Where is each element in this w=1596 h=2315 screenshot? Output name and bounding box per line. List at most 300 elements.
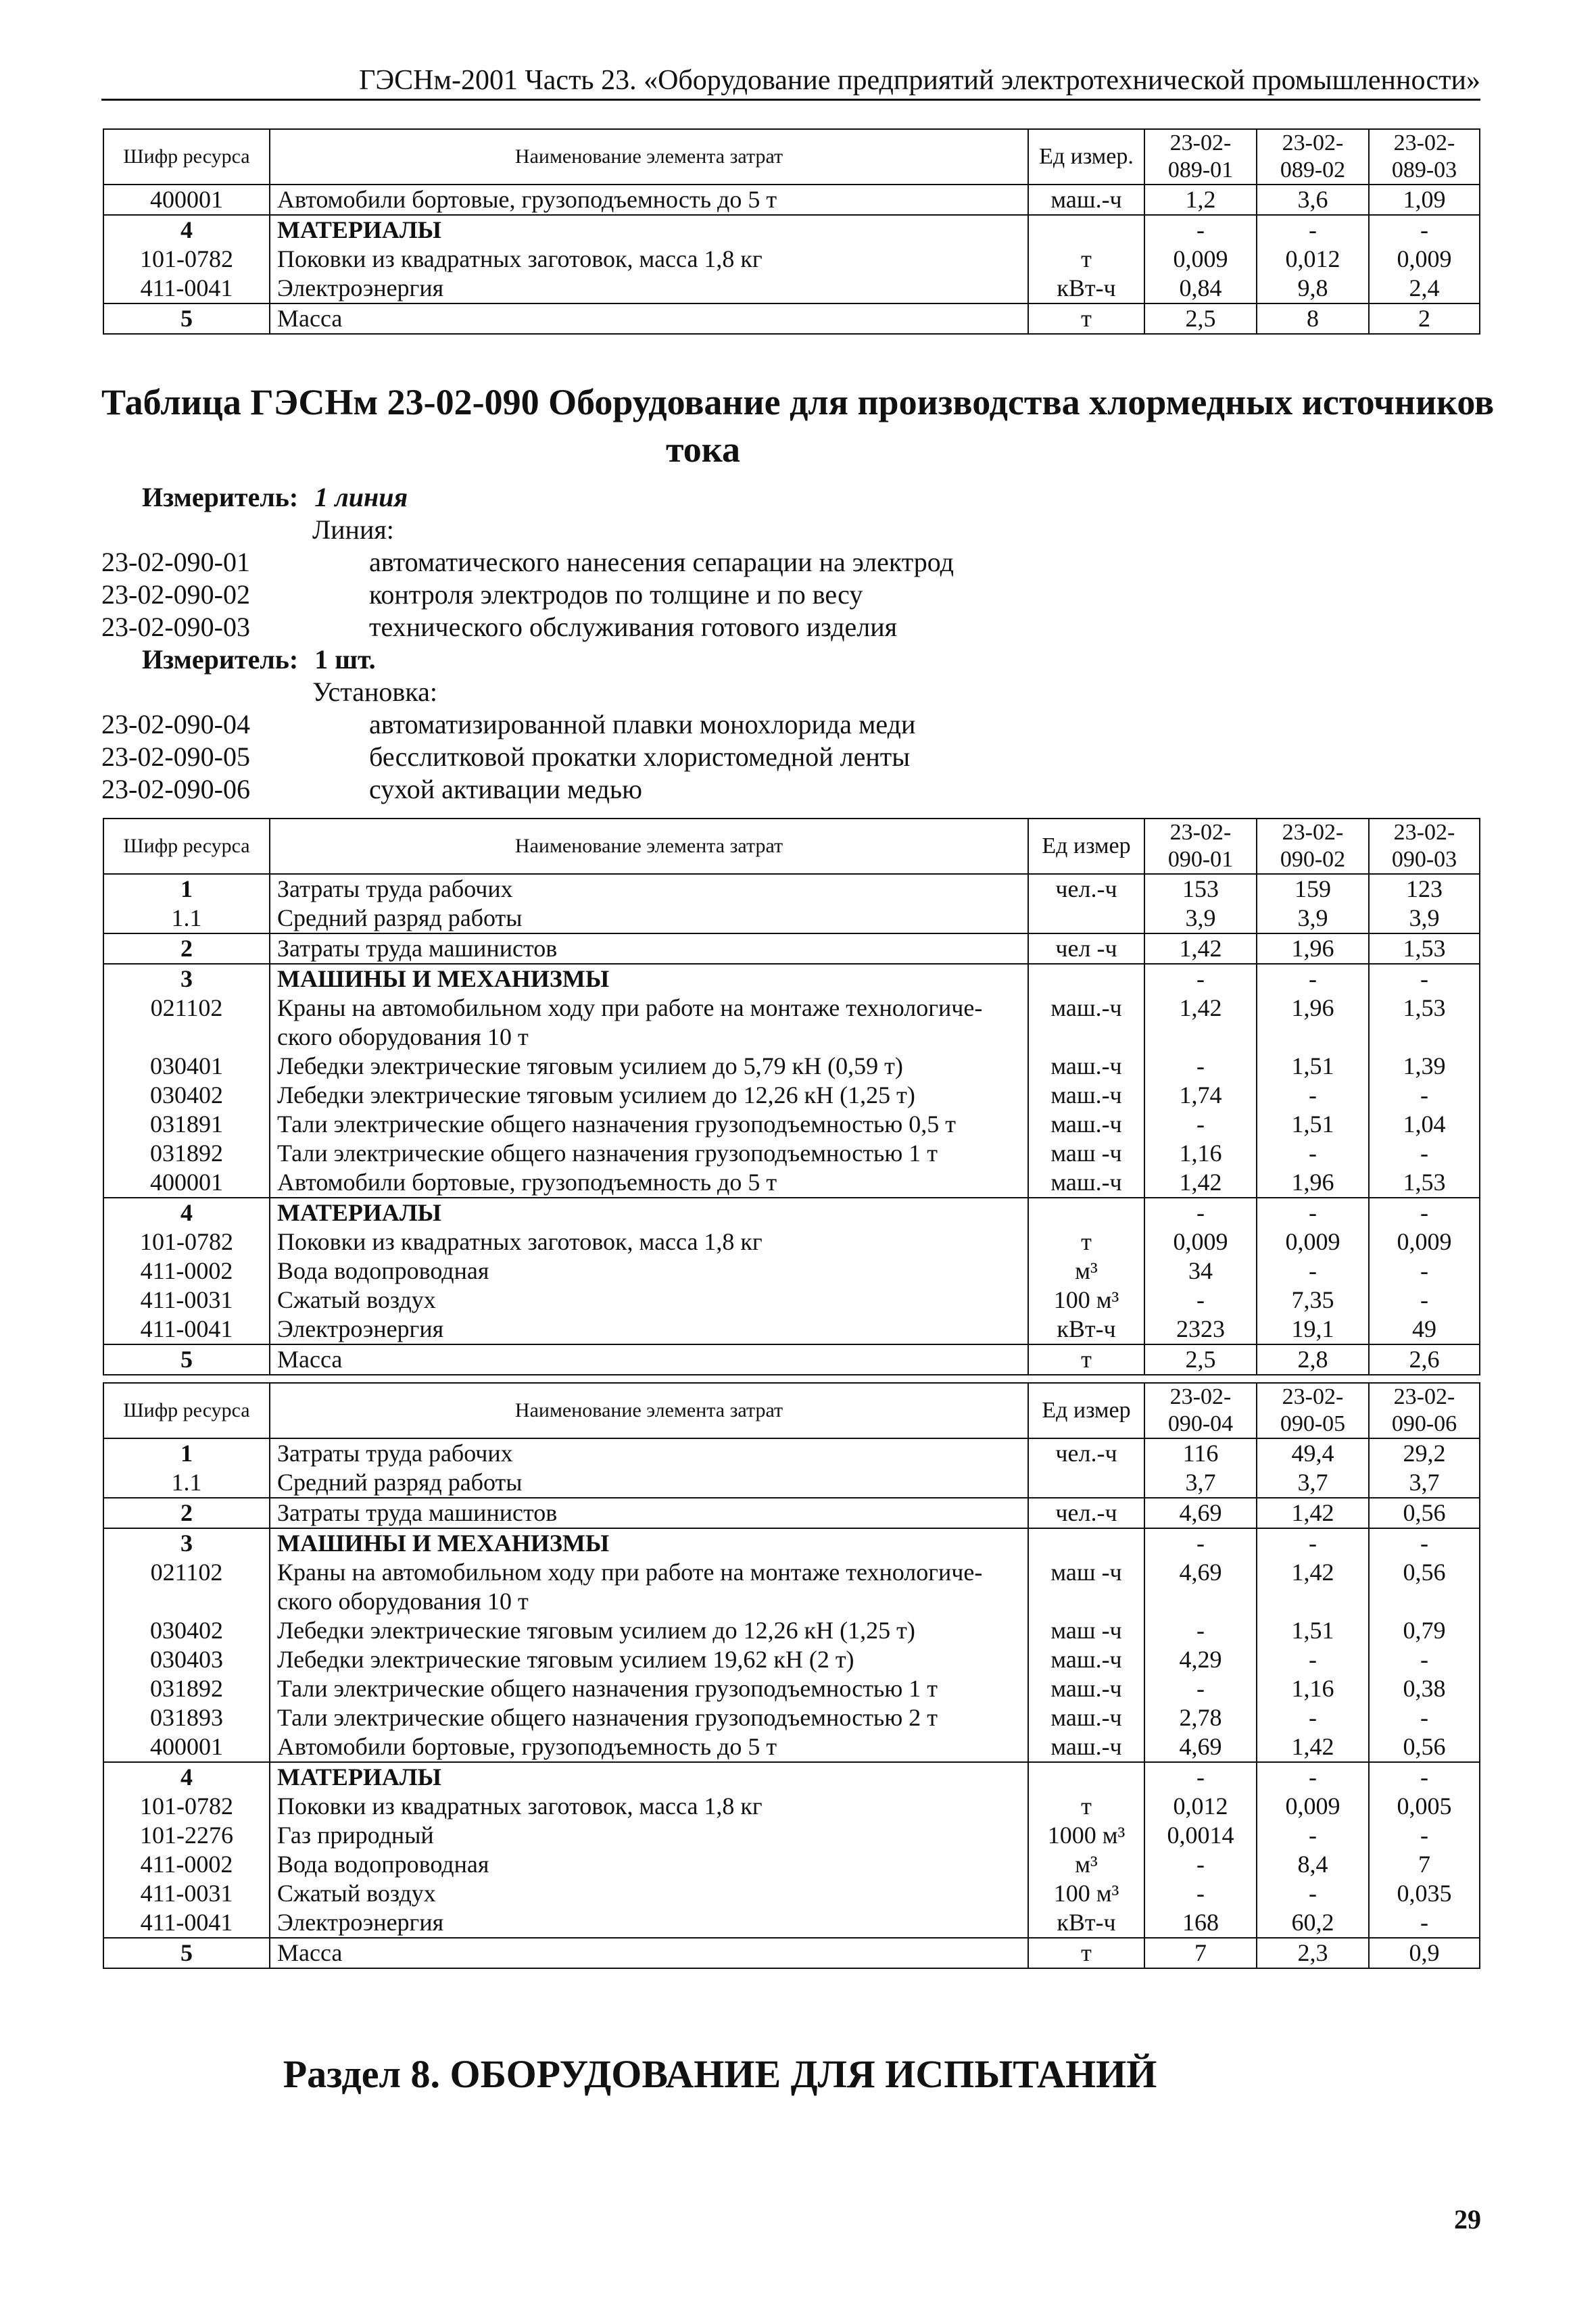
cell-value-1: 116 xyxy=(1144,1438,1257,1468)
cell-code: 411-0002 xyxy=(103,1850,270,1879)
cell-code: 021102 xyxy=(103,1558,270,1616)
code-desc: автоматического нанесения сепарации на электрод xyxy=(369,547,954,577)
cell-code: 4 xyxy=(103,215,270,245)
cell-value-3: 1,04 xyxy=(1369,1110,1480,1139)
cell-value-2: 2,3 xyxy=(1257,1938,1369,1968)
cell-unit: маш -ч xyxy=(1028,1616,1144,1645)
cell-name-text: МАТЕРИАЛЫ xyxy=(277,1763,441,1790)
cell-name-text: Лебедки электрические тяговым усилием до 12,26 кН (1,25 т) xyxy=(277,1617,915,1644)
cell-name-text: Краны на автомобильном ходу при работе на монтаже технологиче- xyxy=(277,994,983,1021)
cell-name-text: МАТЕРИАЛЫ xyxy=(277,216,441,243)
cell-code: 400001 xyxy=(103,1168,270,1198)
cell-unit: кВт-ч xyxy=(1028,1315,1144,1344)
cell-name-text: Средний разряд работы xyxy=(277,904,523,931)
cell-code: 030402 xyxy=(103,1081,270,1110)
cell-name-text: Затраты труда машинистов xyxy=(277,1499,558,1526)
cell-unit: маш.-ч xyxy=(1028,185,1144,215)
table-row xyxy=(103,1645,1480,1674)
cell-value-2: 19,1 xyxy=(1257,1315,1369,1344)
cell-value-2: - xyxy=(1257,964,1369,994)
cell-value-1: - xyxy=(1144,215,1257,245)
table-row xyxy=(103,1227,1480,1257)
table-title-line1: Таблица ГЭСНм 23-02-090 Оборудование для производства хлормедных источников xyxy=(101,382,1495,422)
cell-name-text: Тали электрические общего назначения грузоподъемностью 2 т xyxy=(277,1704,938,1731)
cell-code: 101-2276 xyxy=(103,1821,270,1850)
header-col-code: 23-02- 089-03 xyxy=(1391,130,1457,182)
header-code: Шифр ресурса xyxy=(103,129,270,185)
cell-name-text: Лебедки электрические тяговым усилием до 5,79 кН (0,59 т) xyxy=(277,1052,903,1079)
header-col-3 xyxy=(1369,819,1480,874)
cell-code: 021102 xyxy=(103,994,270,1052)
cell-value-1: 168 xyxy=(1144,1908,1257,1938)
cell-name-text: Лебедки электрические тяговым усилием до 12,26 кН (1,25 т) xyxy=(277,1081,915,1108)
cell-name xyxy=(270,1938,1028,1968)
group-1-title: Линия: xyxy=(312,514,394,545)
cell-value-2: 1,42 xyxy=(1257,1498,1369,1528)
cell-value-3: 123 xyxy=(1369,874,1480,904)
cell-name xyxy=(270,933,1028,964)
cell-name xyxy=(270,1286,1028,1315)
cell-name xyxy=(270,1052,1028,1081)
cell-name-text: Средний разряд работы xyxy=(277,1469,523,1496)
cell-name xyxy=(270,1081,1028,1110)
cell-value-2: - xyxy=(1257,1762,1369,1792)
measurer-2-value: 1 шт. xyxy=(314,644,376,675)
table-row xyxy=(103,1703,1480,1732)
cell-unit xyxy=(1028,904,1144,933)
cell-name-text: Масса xyxy=(277,1346,343,1373)
cell-code: 1.1 xyxy=(103,1468,270,1498)
cell-unit: т xyxy=(1028,1938,1144,1968)
cell-value-3: - xyxy=(1369,1139,1480,1168)
cell-name-text: Затраты труда рабочих xyxy=(277,1440,513,1467)
cell-name xyxy=(270,245,1028,274)
table-title-line2: тока xyxy=(665,429,741,470)
header-col-1 xyxy=(1144,819,1257,874)
cell-value-1: 34 xyxy=(1144,1257,1257,1286)
cell-value-1: - xyxy=(1144,1616,1257,1645)
cell-value-1: 1,42 xyxy=(1144,1168,1257,1198)
cell-name xyxy=(270,1498,1028,1528)
cell-name-text: Автомобили бортовые, грузоподъемность до 5 т xyxy=(277,1733,777,1760)
cell-name-text: Поковки из квадратных заготовок, масса 1,8 кг xyxy=(277,245,763,272)
header-col-code: 23-02- 090-06 xyxy=(1391,1384,1457,1436)
cell-unit: маш.-ч xyxy=(1028,1703,1144,1732)
table-row xyxy=(103,1821,1480,1850)
cell-value-1: 0,009 xyxy=(1144,1227,1257,1257)
cell-value-3: 2,4 xyxy=(1369,274,1480,303)
table-header-row xyxy=(103,129,1480,185)
cell-value-2: 1,96 xyxy=(1257,1168,1369,1198)
cell-name xyxy=(270,1257,1028,1286)
cell-name-text: Масса xyxy=(277,1939,343,1966)
cell-value-3: 0,005 xyxy=(1369,1792,1480,1821)
cell-value-3: 0,009 xyxy=(1369,1227,1480,1257)
cell-value-1: 4,69 xyxy=(1144,1498,1257,1528)
cell-name-text: Электроэнергия xyxy=(277,1315,444,1342)
header-col-code: 23-02- 090-04 xyxy=(1167,1384,1234,1436)
cell-name xyxy=(270,1227,1028,1257)
cell-value-3: 0,56 xyxy=(1369,1558,1480,1616)
cell-value-2: 8 xyxy=(1257,303,1369,334)
cell-code: 411-0031 xyxy=(103,1879,270,1908)
cell-value-3: 2 xyxy=(1369,303,1480,334)
cell-code: 031892 xyxy=(103,1139,270,1168)
cell-name-text: Лебедки электрические тяговым усилием 19,62 кН (2 т) xyxy=(277,1646,854,1673)
group-2-title: Установка: xyxy=(312,677,437,707)
table-row xyxy=(103,964,1480,994)
header-unit: Ед измер. xyxy=(1028,129,1144,185)
cell-name xyxy=(270,874,1028,904)
cell-value-3: - xyxy=(1369,1198,1480,1227)
cell-code: 5 xyxy=(103,1344,270,1375)
cell-unit: маш.-ч xyxy=(1028,1674,1144,1703)
table-row xyxy=(103,1850,1480,1879)
cell-value-3: 2,6 xyxy=(1369,1344,1480,1375)
table-row xyxy=(103,1257,1480,1286)
cell-unit: т xyxy=(1028,245,1144,274)
cell-name xyxy=(270,994,1028,1052)
code-desc: технического обслуживания готового изделия xyxy=(369,612,898,642)
header-name: Наименование элемента затрат xyxy=(270,1383,1028,1438)
cell-value-3: - xyxy=(1369,1081,1480,1110)
cell-code: 5 xyxy=(103,303,270,334)
cell-value-3: 3,9 xyxy=(1369,904,1480,933)
cell-name xyxy=(270,1468,1028,1498)
cell-value-2: 7,35 xyxy=(1257,1286,1369,1315)
header-col-2 xyxy=(1257,129,1369,185)
cell-value-1: 7 xyxy=(1144,1938,1257,1968)
header-col-3 xyxy=(1369,129,1480,185)
cell-unit: маш.-ч xyxy=(1028,1645,1144,1674)
table-row xyxy=(103,1616,1480,1645)
cell-unit: чел.-ч xyxy=(1028,1438,1144,1468)
cell-name xyxy=(270,1674,1028,1703)
table-row xyxy=(103,1732,1480,1762)
cell-name xyxy=(270,1792,1028,1821)
cell-unit xyxy=(1028,1762,1144,1792)
header-col-code: 23-02- 090-03 xyxy=(1391,820,1457,872)
header-code: Шифр ресурса xyxy=(103,1383,270,1438)
cell-value-2: 60,2 xyxy=(1257,1908,1369,1938)
cell-value-2: 1,51 xyxy=(1257,1052,1369,1081)
cell-value-3: - xyxy=(1369,1762,1480,1792)
cell-value-1: 3,9 xyxy=(1144,904,1257,933)
table-row xyxy=(103,1908,1480,1938)
cell-value-2: 0,012 xyxy=(1257,245,1369,274)
code-desc: контроля электродов по толщине и по весу xyxy=(369,579,863,610)
cell-value-2: 1,51 xyxy=(1257,1110,1369,1139)
header-col-2 xyxy=(1257,819,1369,874)
measurer-1-value: 1 линия xyxy=(314,482,408,512)
cell-value-1: 4,29 xyxy=(1144,1645,1257,1674)
cell-value-2: - xyxy=(1257,215,1369,245)
cell-value-3: 7 xyxy=(1369,1850,1480,1879)
cell-value-3: - xyxy=(1369,215,1480,245)
cell-value-1: 1,2 xyxy=(1144,185,1257,215)
cell-code: 101-0782 xyxy=(103,245,270,274)
cell-value-3: 1,53 xyxy=(1369,1168,1480,1198)
cell-code: 4 xyxy=(103,1762,270,1792)
header-unit: Ед измер xyxy=(1028,1383,1144,1438)
cell-unit: маш.-ч xyxy=(1028,1168,1144,1198)
table-row xyxy=(103,1438,1480,1468)
table-row xyxy=(103,1879,1480,1908)
cell-name-text: Тали электрические общего назначения грузоподъемностью 1 т xyxy=(277,1140,938,1167)
cell-value-2: - xyxy=(1257,1645,1369,1674)
cell-unit: 100 м³ xyxy=(1028,1879,1144,1908)
cell-name-text: Затраты труда машинистов xyxy=(277,935,558,962)
cell-value-1: - xyxy=(1144,1879,1257,1908)
cell-value-3: 0,9 xyxy=(1369,1938,1480,1968)
cell-code: 4 xyxy=(103,1198,270,1227)
cell-value-2: 1,42 xyxy=(1257,1558,1369,1616)
cell-value-2: 1,51 xyxy=(1257,1616,1369,1645)
cell-code: 3 xyxy=(103,1528,270,1558)
cell-value-1: - xyxy=(1144,1198,1257,1227)
cell-unit xyxy=(1028,964,1144,994)
cell-value-1: 0,012 xyxy=(1144,1792,1257,1821)
cell-unit: маш.-ч xyxy=(1028,1110,1144,1139)
measurer-1-label: Измеритель: xyxy=(142,482,299,512)
cell-value-1: 2,5 xyxy=(1144,1344,1257,1375)
cell-value-1: 2,78 xyxy=(1144,1703,1257,1732)
table-089-body xyxy=(103,129,1480,334)
cell-unit: маш.-ч xyxy=(1028,1081,1144,1110)
cell-name xyxy=(270,1198,1028,1227)
cell-value-1: 1,16 xyxy=(1144,1139,1257,1168)
cell-code: 030402 xyxy=(103,1616,270,1645)
cell-name-text: Тали электрические общего назначения грузоподъемностью 0,5 т xyxy=(277,1111,956,1138)
table-row xyxy=(103,1938,1480,1968)
cell-value-3: - xyxy=(1369,1908,1480,1938)
cell-name-text: МАШИНЫ И МЕХАНИЗМЫ xyxy=(277,1530,610,1557)
cell-unit: чел.-ч xyxy=(1028,1498,1144,1528)
table-row xyxy=(103,1762,1480,1792)
table-089 xyxy=(103,128,1480,335)
cell-name xyxy=(270,1645,1028,1674)
cell-name-text: МАШИНЫ И МЕХАНИЗМЫ xyxy=(277,965,610,992)
cell-value-3: 0,56 xyxy=(1369,1498,1480,1528)
cell-value-3: 49 xyxy=(1369,1315,1480,1344)
header-name: Наименование элемента затрат xyxy=(270,819,1028,874)
header-col-2 xyxy=(1257,1383,1369,1438)
cell-unit: кВт-ч xyxy=(1028,274,1144,303)
cell-unit: маш.-ч xyxy=(1028,1052,1144,1081)
cell-unit: 100 м³ xyxy=(1028,1286,1144,1315)
cell-name xyxy=(270,1762,1028,1792)
cell-value-2: 0,009 xyxy=(1257,1792,1369,1821)
table-row xyxy=(103,1558,1480,1616)
cell-code: 411-0041 xyxy=(103,274,270,303)
cell-value-2: 1,42 xyxy=(1257,1732,1369,1762)
table-row xyxy=(103,1286,1480,1315)
cell-unit: т xyxy=(1028,303,1144,334)
cell-value-2: 1,96 xyxy=(1257,994,1369,1052)
header-unit: Ед измер xyxy=(1028,819,1144,874)
cell-value-1: 2,5 xyxy=(1144,303,1257,334)
header-col-code: 23-02- 090-02 xyxy=(1280,820,1346,872)
table-row xyxy=(103,1498,1480,1528)
header-col-code: 23-02- 089-02 xyxy=(1280,130,1346,182)
cell-value-1: 2323 xyxy=(1144,1315,1257,1344)
header-col-3 xyxy=(1369,1383,1480,1438)
code-desc: сухой активации медью xyxy=(369,774,643,804)
table-090-a-body xyxy=(103,819,1480,1375)
cell-name-text-2: ского оборудования 10 т xyxy=(277,1023,529,1050)
cell-name xyxy=(270,1139,1028,1168)
cell-value-3: 3,7 xyxy=(1369,1468,1480,1498)
cell-unit: маш -ч xyxy=(1028,1139,1144,1168)
cell-name-text: Автомобили бортовые, грузоподъемность до 5 т xyxy=(277,1169,777,1196)
table-header-row xyxy=(103,1383,1480,1438)
code-id: 23-02-090-02 xyxy=(101,579,250,610)
table-row xyxy=(103,245,1480,274)
cell-value-1: 0,0014 xyxy=(1144,1821,1257,1850)
cell-value-3: 0,79 xyxy=(1369,1616,1480,1645)
cell-name xyxy=(270,303,1028,334)
cell-code: 1 xyxy=(103,874,270,904)
measurer-2 xyxy=(142,643,376,676)
cell-value-3: - xyxy=(1369,1257,1480,1286)
table-row xyxy=(103,1344,1480,1375)
header-col-code: 23-02- 090-05 xyxy=(1280,1384,1346,1436)
table-row xyxy=(103,1081,1480,1110)
cell-name xyxy=(270,1168,1028,1198)
cell-value-2: 9,8 xyxy=(1257,274,1369,303)
table-row xyxy=(103,933,1480,964)
cell-name-text: Поковки из квадратных заготовок, масса 1,8 кг xyxy=(277,1793,763,1820)
cell-value-2: 0,009 xyxy=(1257,1227,1369,1257)
table-row xyxy=(103,874,1480,904)
cell-unit: маш.-ч xyxy=(1028,994,1144,1052)
cell-unit: маш.-ч xyxy=(1028,1732,1144,1762)
table-row xyxy=(103,1792,1480,1821)
cell-unit: 1000 м³ xyxy=(1028,1821,1144,1850)
table-row xyxy=(103,1168,1480,1198)
cell-name xyxy=(270,904,1028,933)
cell-name xyxy=(270,1821,1028,1850)
cell-value-2: - xyxy=(1257,1821,1369,1850)
cell-value-1: - xyxy=(1144,1528,1257,1558)
cell-value-2: - xyxy=(1257,1879,1369,1908)
cell-name-text: Электроэнергия xyxy=(277,274,444,301)
cell-value-1: 0,84 xyxy=(1144,274,1257,303)
cell-unit xyxy=(1028,1468,1144,1498)
table-row xyxy=(103,185,1480,215)
cell-value-2: - xyxy=(1257,1139,1369,1168)
cell-value-3: - xyxy=(1369,1645,1480,1674)
table-row xyxy=(103,904,1480,933)
page-number: 29 xyxy=(1454,2204,1481,2235)
cell-unit xyxy=(1028,1528,1144,1558)
code-id: 23-02-090-06 xyxy=(101,774,250,804)
cell-value-1: - xyxy=(1144,1850,1257,1879)
cell-unit: маш -ч xyxy=(1028,1558,1144,1616)
cell-unit: м³ xyxy=(1028,1257,1144,1286)
cell-value-2: 8,4 xyxy=(1257,1850,1369,1879)
code-desc: автоматизированной плавки монохлорида меди xyxy=(369,709,916,739)
cell-code: 1.1 xyxy=(103,904,270,933)
cell-value-3: 0,035 xyxy=(1369,1879,1480,1908)
cell-code: 031891 xyxy=(103,1110,270,1139)
cell-name xyxy=(270,215,1028,245)
cell-name-text: Сжатый воздух xyxy=(277,1880,436,1907)
cell-name xyxy=(270,1850,1028,1879)
cell-value-1: - xyxy=(1144,1110,1257,1139)
cell-code: 1 xyxy=(103,1438,270,1468)
cell-code: 031892 xyxy=(103,1674,270,1703)
cell-value-2: - xyxy=(1257,1081,1369,1110)
cell-value-3: 1,53 xyxy=(1369,994,1480,1052)
cell-code: 411-0041 xyxy=(103,1908,270,1938)
cell-code: 400001 xyxy=(103,1732,270,1762)
running-header: ГЭСНм-2001 Часть 23. «Оборудование предприятий электротехнической промышленности» xyxy=(359,65,1480,96)
cell-value-3: - xyxy=(1369,1286,1480,1315)
header-col-1 xyxy=(1144,129,1257,185)
cell-unit: т xyxy=(1028,1227,1144,1257)
cell-name-text: Газ природный xyxy=(277,1822,434,1849)
cell-unit: чел.-ч xyxy=(1028,874,1144,904)
header-col-1 xyxy=(1144,1383,1257,1438)
cell-code: 101-0782 xyxy=(103,1227,270,1257)
cell-value-2: - xyxy=(1257,1198,1369,1227)
cell-code: 101-0782 xyxy=(103,1792,270,1821)
cell-name xyxy=(270,1315,1028,1344)
cell-value-3: 0,38 xyxy=(1369,1674,1480,1703)
cell-value-1: - xyxy=(1144,1762,1257,1792)
table-090-b xyxy=(103,1382,1480,1969)
table-row xyxy=(103,215,1480,245)
cell-value-1: 1,74 xyxy=(1144,1081,1257,1110)
cell-value-2: 3,6 xyxy=(1257,185,1369,215)
measurer-2-label: Измеритель: xyxy=(142,644,299,675)
cell-name-text: Поковки из квадратных заготовок, масса 1,8 кг xyxy=(277,1228,763,1255)
table-row xyxy=(103,1528,1480,1558)
cell-name-text: Затраты труда рабочих xyxy=(277,875,513,902)
cell-value-1: - xyxy=(1144,1052,1257,1081)
cell-value-1: - xyxy=(1144,1286,1257,1315)
cell-value-3: 0,009 xyxy=(1369,245,1480,274)
cell-name-text: Сжатый воздух xyxy=(277,1286,436,1313)
cell-code: 2 xyxy=(103,1498,270,1528)
cell-name xyxy=(270,274,1028,303)
table-row xyxy=(103,1110,1480,1139)
cell-name-text: МАТЕРИАЛЫ xyxy=(277,1199,441,1226)
cell-value-1: 4,69 xyxy=(1144,1558,1257,1616)
header-col-code: 23-02- 089-01 xyxy=(1167,130,1234,182)
cell-unit xyxy=(1028,215,1144,245)
cell-value-1: - xyxy=(1144,964,1257,994)
cell-name xyxy=(270,1879,1028,1908)
cell-name xyxy=(270,1908,1028,1938)
cell-unit xyxy=(1028,1198,1144,1227)
cell-code: 031893 xyxy=(103,1703,270,1732)
cell-value-2: - xyxy=(1257,1703,1369,1732)
cell-code: 400001 xyxy=(103,185,270,215)
cell-unit: т xyxy=(1028,1792,1144,1821)
cell-name xyxy=(270,1110,1028,1139)
cell-name xyxy=(270,1438,1028,1468)
header-code: Шифр ресурса xyxy=(103,819,270,874)
table-row xyxy=(103,994,1480,1052)
header-col-code: 23-02- 090-01 xyxy=(1167,820,1234,872)
table-090-b-body xyxy=(103,1383,1480,1968)
cell-value-2: - xyxy=(1257,1257,1369,1286)
cell-code: 5 xyxy=(103,1938,270,1968)
cell-value-3: - xyxy=(1369,1821,1480,1850)
cell-code: 411-0031 xyxy=(103,1286,270,1315)
